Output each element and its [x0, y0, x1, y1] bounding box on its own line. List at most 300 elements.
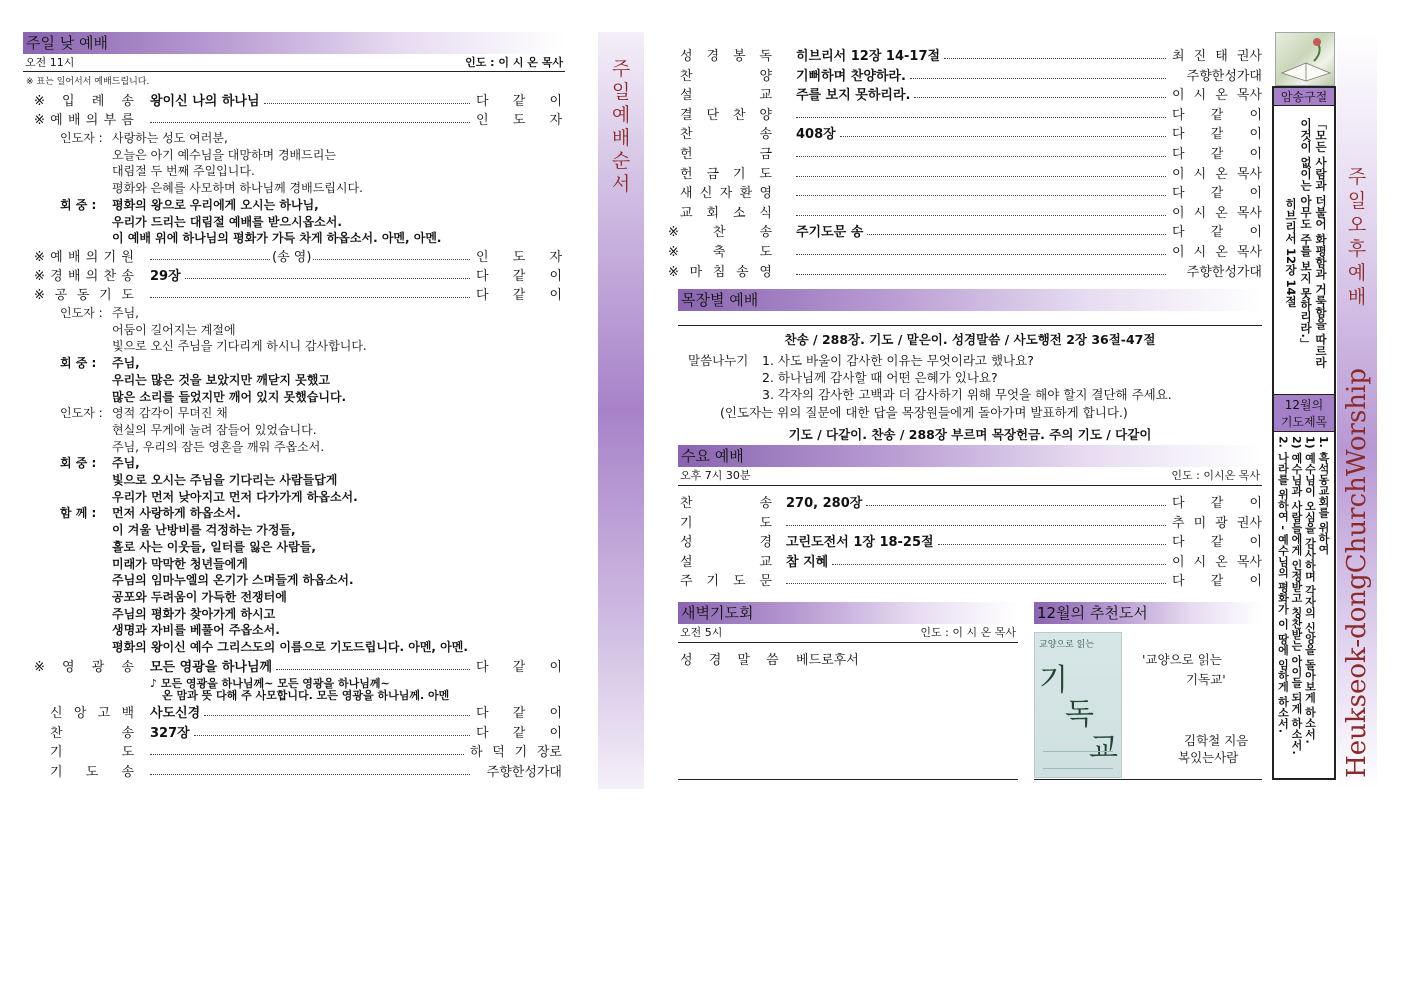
order-label-char: 결 — [680, 107, 693, 123]
order-person-part: 자 — [549, 250, 562, 265]
order-label — [680, 165, 772, 184]
liturgy-line: 공포와 두려움이 가득한 전쟁터에 — [112, 589, 287, 604]
dotted-leader — [796, 176, 1166, 177]
order-label-char: 성 — [680, 49, 693, 64]
order-person-part: 목사 — [1236, 88, 1262, 104]
order-row — [680, 125, 1262, 144]
section-title: 목장별 예배 — [681, 291, 759, 309]
liturgy-line: 생명과 자비를 베풀어 주옵소서. — [112, 623, 280, 638]
liturgy-line: 주님, — [112, 456, 140, 471]
dotted-leader — [786, 525, 1166, 526]
order-person-part: 다 — [476, 706, 489, 721]
order-label — [680, 67, 772, 86]
order-label — [50, 704, 134, 723]
dotted-leader — [204, 715, 470, 716]
order-row — [680, 47, 1262, 66]
order-label-char: 송 — [759, 496, 772, 511]
order-label-char: 환 — [739, 186, 753, 202]
order-person-part: 같 — [512, 288, 526, 303]
vertical-band-char: 순 — [611, 150, 631, 172]
order-label-char: 의 — [85, 269, 99, 284]
order-label-char: ※ — [34, 288, 45, 303]
order-label-char: 기 — [680, 515, 693, 531]
dotted-leader — [276, 669, 470, 670]
evening-title-char: 배 — [1347, 286, 1367, 308]
liturgy-line: 어둠이 길어지는 계절에 — [112, 322, 236, 337]
book-cover-subtitle: 교양으로 읽는 — [1039, 640, 1095, 650]
order-label-char: 찬 — [680, 127, 693, 143]
order-label-char: 예 — [50, 113, 63, 128]
book-cover-lines — [1043, 751, 1113, 769]
order-person — [476, 286, 562, 305]
standing-note: ※ 표는 일어서서 예배드립니다. — [26, 77, 150, 87]
order-person — [1172, 165, 1262, 184]
order-label-char: 부 — [103, 113, 117, 128]
sunday-morning-header — [23, 32, 565, 54]
order-person-part: 이 — [549, 725, 562, 741]
order-label — [34, 248, 134, 267]
order-person-part: 같 — [1210, 107, 1224, 123]
order-person-part: 인 — [476, 113, 489, 128]
order-label-char: 경 — [50, 269, 63, 284]
order-row — [680, 165, 1262, 184]
order-person-part: 광 — [1215, 515, 1228, 531]
order-label-char: 송 — [121, 94, 134, 109]
dawn-subrow — [678, 625, 1018, 643]
dotted-leader — [150, 122, 470, 123]
order-person-part: 같 — [512, 94, 526, 109]
liturgy-line: 사랑하는 성도 여러분, — [112, 131, 228, 145]
liturgy-line: 평화의 왕으로 우리에게 오시는 하나님, — [112, 197, 319, 212]
order-label-char: 교 — [759, 554, 772, 570]
order-label-char: 찬 — [680, 68, 693, 84]
order-title: 사도신경 — [150, 706, 201, 721]
prayer-header — [1274, 394, 1334, 432]
order-person — [476, 248, 562, 267]
order-label-char: 광 — [91, 660, 105, 675]
order-label-char: ※ — [34, 113, 45, 128]
order-label-char: 기 — [706, 574, 720, 589]
prayer-line: 1. 흑석동교회를 위하여 — [1317, 436, 1330, 555]
prayer-line: 2. 나라를 위하여 - 예수님의 평화가 이 땅에 임하게 하소서. — [1276, 436, 1290, 734]
speaker-role: 회 중 : — [60, 197, 97, 212]
order-label-char: 배 — [67, 113, 81, 128]
order-person-part: 이 — [549, 288, 562, 303]
verse-line: 「모든 사람과 더불어 화평함과 거룩함을 따르라 — [1314, 118, 1328, 369]
order-label — [34, 286, 134, 305]
order-person-part: 시 — [1193, 88, 1207, 104]
prayer-topics — [1276, 436, 1330, 776]
order-person-part: 목사 — [1236, 205, 1262, 221]
order-row — [50, 743, 562, 762]
order-row — [680, 106, 1262, 125]
speaker-role: 회 중 : — [60, 356, 97, 371]
order-person-part: 이 — [549, 94, 562, 109]
order-label — [680, 204, 772, 223]
speaker-role: 함 께 : — [60, 506, 97, 521]
dotted-leader — [264, 103, 470, 104]
sharing-label: 말씀나누기 — [688, 353, 749, 368]
dotted-leader — [840, 136, 1166, 137]
liturgy-line: 영적 감각이 무뎌진 채 — [112, 406, 228, 421]
order-row — [50, 763, 562, 782]
order-title: (송 영) — [272, 250, 312, 265]
glory-lyric: 온 맘과 뜻 다해 주 사모합니다. 모든 영광을 하나님께. 아멘 — [162, 689, 450, 702]
order-label-char: 의 — [85, 113, 99, 128]
section-title: 수요 예배 — [681, 447, 744, 465]
order-person — [1172, 47, 1262, 66]
order-label-char: 새 — [680, 186, 693, 202]
vertical-band-char: 예 — [611, 104, 631, 126]
order-label-char: 단 — [706, 107, 720, 123]
order-row — [680, 533, 1262, 552]
church-name: Heukseok-dongChurchWorship — [1342, 368, 1372, 778]
order-row — [680, 572, 1262, 591]
order-person — [476, 111, 562, 130]
order-label — [680, 47, 772, 66]
order-label-char: 자 — [719, 186, 733, 202]
order-label — [680, 553, 772, 572]
liturgy-line: 대림절 두 번째 주일입니다. — [112, 164, 255, 179]
liturgy-line: 우리가 드리는 대림절 예배를 받으시옵소서. — [112, 214, 342, 229]
order-person-part: 다 — [1172, 147, 1185, 162]
order-person-part: 이 — [1172, 245, 1185, 260]
order-title: 327장 — [150, 725, 190, 741]
order-label-char: 경 — [759, 535, 772, 550]
order-person-part: 주향한성가대 — [486, 764, 562, 780]
order-person-part: 권사 — [1236, 515, 1262, 531]
order-person — [1172, 145, 1262, 164]
cell-order: 찬송 / 288장. 기도 / 맡은이. 성경말씀 / 사도행전 2장 36절-47절 — [784, 332, 1156, 347]
order-person — [1172, 514, 1262, 533]
dawn-header — [678, 602, 1018, 624]
dotted-leader — [150, 754, 464, 755]
order-label-char: 헌 — [680, 147, 693, 162]
order-person-part: 목사 — [1236, 554, 1262, 570]
liturgy-line: 주님, — [112, 356, 140, 371]
order-row — [680, 514, 1262, 533]
order-label — [34, 111, 134, 130]
liturgy-line: 주님, 우리의 잠든 영혼을 깨워 주옵소서. — [112, 439, 325, 454]
order-label-char: 설 — [680, 88, 693, 104]
order-label-char: 독 — [759, 49, 772, 64]
order-label-char: 소 — [732, 205, 746, 221]
order-person — [1172, 106, 1262, 125]
speaker-role: 인도자 : — [60, 306, 103, 320]
verse-reference: 히브리서 12장 14절 — [1284, 198, 1298, 308]
order-person — [1172, 184, 1262, 203]
liturgy-line: 주님, — [112, 306, 139, 320]
order-person-part: 주향한성가대 — [1186, 68, 1262, 84]
dotted-leader — [185, 278, 470, 279]
section-title: 주일 낮 예배 — [26, 34, 108, 52]
dotted-leader — [150, 259, 270, 260]
service-time: 오전 5시 — [680, 626, 723, 639]
order-row — [680, 553, 1262, 572]
order-label-char: 배 — [67, 250, 81, 265]
order-person-part: 이 — [1249, 127, 1262, 143]
liturgy-line: 오늘은 아기 예수님을 대망하며 경배드리는 — [112, 147, 336, 162]
book-cover-char-1: 기 — [1039, 663, 1068, 698]
order-row — [34, 248, 562, 267]
section-title: 새벽기도회 — [681, 604, 754, 622]
wednesday-subrow — [678, 468, 1262, 486]
liturgy-line: 우리가 먼저 낮아지고 먼저 다가가게 하옵소서. — [112, 489, 358, 504]
order-person-part: 권사 — [1236, 49, 1262, 64]
order-label-char: 송 — [121, 764, 134, 780]
order-person-part: 같 — [1210, 127, 1224, 143]
service-leader: 인도 : 이 시 온 목사 — [920, 626, 1016, 639]
dotted-leader — [796, 195, 1166, 196]
order-person — [476, 704, 562, 723]
dotted-leader — [866, 505, 1166, 506]
order-label-char: 도 — [121, 288, 134, 303]
book-author: 김학철 지음 — [1184, 733, 1249, 748]
prayer-line: 2) 예수님과 사람들에게 인정받고 칭찬받는 아이들 되게 하소서. — [1290, 436, 1303, 755]
order-label-char: 찬 — [712, 225, 726, 241]
section-title: 12월의 추천도서 — [1037, 604, 1148, 622]
dotted-leader — [914, 97, 1166, 98]
order-label-char: 침 — [712, 264, 726, 280]
dotted-leader — [938, 544, 1166, 545]
order-person — [476, 267, 562, 286]
order-person-part: 미 — [1193, 515, 1207, 531]
dotted-leader — [910, 78, 1166, 79]
order-person-part: 이 — [1249, 535, 1262, 550]
order-person-part: 인 — [476, 250, 489, 265]
liturgy-line: 이 예배 위에 하나님의 평화가 가득 차게 하옵소서. 아멘, 아멘. — [112, 231, 442, 246]
order-label-char: 동 — [76, 288, 90, 303]
order-label-char: 금 — [706, 166, 720, 182]
order-label-char: 신 — [699, 186, 713, 202]
cell-closing: 기도 / 다같이. 찬송 / 288장 부르며 목장헌금. 주의 기도 / 다같이 — [788, 427, 1152, 442]
order-person-part: 같 — [1210, 574, 1224, 589]
order-row — [34, 92, 562, 111]
order-label — [680, 145, 772, 164]
order-title: 주를 보지 못하리라. — [796, 88, 911, 104]
order-label-char: 기 — [99, 288, 112, 303]
order-person-part: 이 — [549, 269, 562, 284]
order-title: 270, 280장 — [786, 496, 863, 511]
order-label-char: 송 — [121, 660, 134, 675]
liturgy-line: 먼저 사랑하게 하옵소서. — [112, 506, 241, 521]
evening-band — [1337, 32, 1377, 789]
evening-title-char: 일 — [1347, 190, 1367, 212]
order-row — [50, 704, 562, 723]
order-label — [50, 724, 134, 743]
order-row — [680, 204, 1262, 223]
order-label-char: 도 — [85, 764, 99, 780]
order-title: 408장 — [796, 127, 836, 143]
order-person-part: 목사 — [1236, 166, 1262, 182]
book-cover-char-3: 교 — [1089, 731, 1118, 766]
bible-image — [1275, 32, 1335, 86]
order-label-char: 찬 — [680, 496, 693, 511]
order-person-part: 이 — [1249, 186, 1262, 202]
order-row — [50, 724, 562, 743]
order-person — [1172, 67, 1262, 86]
dotted-leader — [796, 254, 1166, 255]
speaker-role: 인도자 : — [60, 406, 103, 421]
order-person-part: 다 — [1172, 107, 1185, 123]
prayer-header-line: 기도제목 — [1280, 415, 1328, 429]
cell-worship-header — [678, 289, 1262, 311]
order-person-part: 이 — [1249, 147, 1262, 162]
order-title: 주기도문 송 — [796, 225, 864, 241]
order-person-part: 같 — [1210, 186, 1224, 202]
order-label-char: 도 — [759, 245, 772, 260]
question-line: 1. 사도 바울이 감사한 이유는 무엇이라고 했나요? — [762, 353, 1034, 368]
vertical-band-char: 배 — [611, 127, 631, 149]
order-label-char: 찬 — [50, 725, 63, 741]
order-label-char: 경 — [706, 49, 720, 64]
order-label-char: 송 — [759, 127, 772, 143]
order-label — [680, 494, 772, 513]
order-title: 왕이신 나의 하나님 — [150, 94, 260, 109]
order-person-part: 시 — [1193, 166, 1207, 182]
dawn-label: 성 경 말 씀 — [680, 653, 785, 668]
order-label-char: 도 — [759, 515, 772, 531]
order-person-part: 시 — [1193, 245, 1207, 260]
bible-icon — [1276, 33, 1336, 87]
order-label-char: 성 — [680, 535, 693, 550]
order-row — [34, 286, 562, 305]
order-person — [1172, 204, 1262, 223]
liturgy-line: 이 겨울 난방비를 걱정하는 가정들, — [112, 523, 296, 538]
prayer-line: 1) 예수님이 오심을 감사하며 각자의 신앙을 돌아보게 하소서. — [1303, 436, 1317, 744]
order-row — [34, 658, 562, 677]
order-label-char: ※ — [34, 250, 45, 265]
order-label-char: 양 — [759, 68, 772, 84]
question-line: 2. 하나님께 감사할 때 어떤 은혜가 있나요? — [762, 370, 998, 385]
dotted-leader — [313, 259, 470, 260]
order-person-part: 자 — [549, 113, 562, 128]
order-label — [668, 223, 772, 242]
order-label-char: 마 — [689, 264, 703, 280]
order-person-part: 같 — [1210, 535, 1224, 550]
order-label — [680, 125, 772, 144]
order-label-char: 문 — [759, 574, 772, 589]
order-person-part: 같 — [512, 269, 526, 284]
order-person-part: 같 — [512, 706, 526, 721]
order-label-char: 입 — [62, 94, 75, 109]
order-title: 모든 영광을 하나님께 — [150, 660, 273, 675]
dawn-title: 베드로후서 — [796, 653, 859, 668]
order-label-char: 기 — [50, 764, 63, 780]
order-person — [476, 763, 562, 782]
liturgy-line: 빛으로 오신 주님을 기다리게 하시니 감사합니다. — [112, 339, 367, 354]
order-person-part: 이 — [1172, 166, 1185, 182]
order-title: 29장 — [150, 269, 181, 284]
order-row — [34, 111, 562, 130]
vertical-band — [598, 32, 644, 789]
divider — [1034, 779, 1262, 780]
order-label-char: 송 — [121, 725, 134, 741]
order-label-char: 기 — [50, 745, 63, 760]
order-person-part: 도 — [512, 250, 526, 265]
dotted-leader — [832, 564, 1166, 565]
order-label-char: 교 — [680, 205, 693, 221]
order-label-char: 식 — [759, 205, 772, 221]
order-person-part: 다 — [1172, 186, 1185, 202]
order-person-part: 같 — [512, 660, 526, 675]
order-person-part: 주향한성가대 — [1186, 264, 1262, 280]
order-title: 히브리서 12장 14-17절 — [796, 49, 941, 64]
order-person — [1172, 243, 1262, 262]
order-label-char: 배 — [67, 269, 81, 284]
order-person-part: 온 — [1215, 88, 1228, 104]
order-label — [680, 533, 772, 552]
memory-verse-box — [1272, 86, 1336, 780]
liturgy-line: 주님의 평화가 찾아가게 하시고 — [112, 606, 276, 621]
evening-title-char: 오 — [1347, 214, 1367, 236]
order-label-char: 축 — [712, 245, 726, 260]
glory-lyric: ♪ 모든 영광을 하나님께~ 모든 영광을 하나님께~ — [150, 677, 390, 690]
order-label-char: 교 — [759, 88, 772, 104]
order-person — [1172, 572, 1262, 591]
order-person-part: 이 — [1249, 574, 1262, 589]
liturgy-line: 빛으로 오시는 주님을 기다리는 사람들답게 — [112, 473, 338, 487]
liturgy-line: 홀로 사는 이웃들, 일터를 잃은 사람들, — [112, 539, 316, 554]
order-person-part: 같 — [1210, 496, 1224, 511]
order-label-char: 봉 — [732, 49, 746, 64]
order-person-part: 기 — [514, 745, 528, 760]
service-time: 오후 7시 30분 — [680, 469, 751, 482]
order-person-part: 같 — [1210, 225, 1224, 241]
sunday-morning-subrow — [23, 55, 565, 72]
dotted-leader — [796, 117, 1166, 118]
order-person-part: 이 — [549, 706, 562, 721]
liturgy-line: 많은 소리를 들었지만 깨어 있지 못했습니다. — [112, 389, 347, 404]
order-label-char: ※ — [34, 94, 45, 109]
liturgy-line: 현실의 무게에 눌려 잠들어 있었습니다. — [112, 422, 317, 437]
order-person-part: 장로 — [536, 745, 562, 760]
order-label — [680, 184, 772, 203]
order-row — [668, 263, 1262, 282]
order-label-char: 도 — [121, 745, 134, 760]
order-row — [34, 267, 562, 286]
order-row — [680, 494, 1262, 513]
dotted-leader — [796, 156, 1166, 157]
order-person-part: 온 — [1215, 245, 1228, 260]
vertical-band-char: 일 — [611, 81, 631, 103]
order-person-part: 다 — [1172, 225, 1185, 241]
dotted-leader — [796, 215, 1166, 216]
liturgy-line: 우리는 많은 것을 보았지만 깨닫지 못했고 — [112, 372, 330, 387]
order-label-char: 의 — [85, 250, 99, 265]
order-person-part: 이 — [1172, 88, 1185, 104]
order-person-part: 다 — [1172, 127, 1185, 143]
order-label — [34, 267, 134, 286]
order-title: 기뻐하며 찬양하라. — [796, 68, 906, 84]
order-label-char: 회 — [706, 205, 720, 221]
order-label-char: ※ — [668, 245, 679, 260]
order-label-char: ※ — [34, 660, 45, 675]
divider — [678, 325, 1262, 326]
memory-header: 암송구절 — [1274, 88, 1334, 106]
liturgy-line: 평화와 은혜를 사모하며 하나님께 경배드립시다. — [112, 181, 363, 196]
order-row — [680, 145, 1262, 164]
order-person-part: 하 — [470, 745, 483, 760]
order-label — [680, 572, 772, 591]
order-row — [668, 243, 1262, 262]
order-person-part: 시 — [1193, 205, 1207, 221]
order-label-char: 예 — [50, 250, 63, 265]
service-leader: 인도 : 이 시 온 목사 — [465, 56, 563, 69]
order-title: 참 지혜 — [786, 554, 829, 570]
order-person — [470, 743, 562, 762]
order-person-part: 같 — [512, 725, 526, 741]
